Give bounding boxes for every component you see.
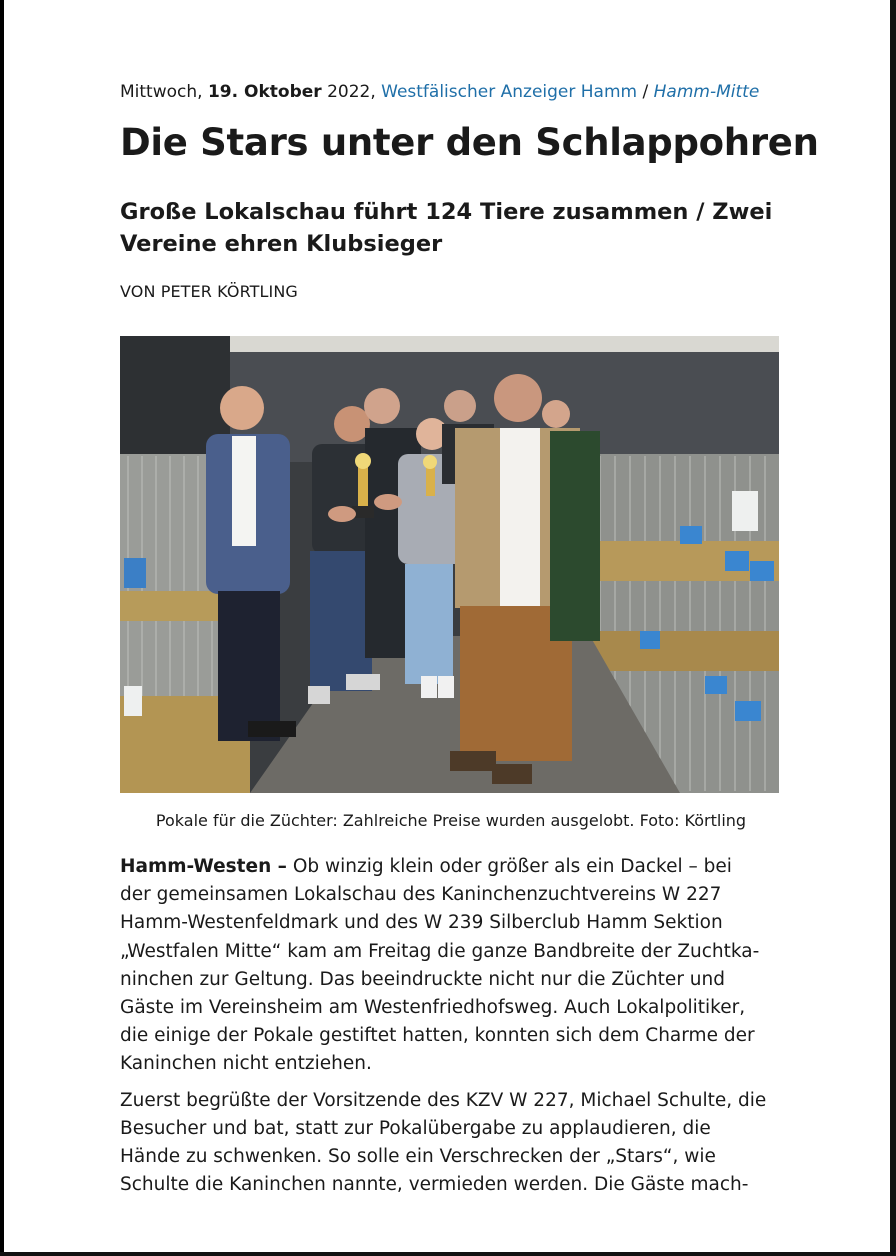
paragraph-2-line: Zuerst begrüßte der Vorsitzende des KZV W 227, Michael Schulte, die (120, 1089, 767, 1111)
paragraph-2-line: Hände zu schwenken. So solle ein Verschrecken der „Stars“, wie (120, 1146, 716, 1168)
meta-weekday: Mittwoch, (120, 82, 203, 102)
paragraph-1-line: der gemeinsamen Lokalschau des Kaninchenzuchtvereins W 227 (120, 884, 722, 906)
photo-illustration (120, 336, 779, 793)
publication-link[interactable]: Westfälischer Anzeiger Hamm (381, 82, 638, 102)
paragraph-1-line: „Westfalen Mitte“ kam am Freitag die ganze Bandbreite der Zuchtka- (120, 940, 760, 962)
paragraph-1-line: Kaninchen nicht entziehen. (120, 1053, 372, 1075)
paragraph-1-line: die einige der Pokale gestiftet hatten, konnten sich dem Charme der (120, 1025, 755, 1047)
paragraph-2-line: Schulte die Kaninchen nannte, vermieden werden. Die Gäste mach- (120, 1174, 749, 1196)
screen-edge-bottom (0, 1252, 896, 1256)
paragraph-2 (120, 1087, 788, 1200)
article-content (120, 78, 819, 1207)
paragraph-1-line-1 (120, 853, 788, 881)
meta-date: 19. Oktober (207, 82, 322, 102)
paragraph-2-line: Besucher und bat, statt zur Pokalübergabe zu applaudieren, die (120, 1117, 711, 1139)
photo-caption: Pokale für die Züchter: Zahlreiche Preise wurden ausgelobt. Foto: Körtling (155, 811, 747, 830)
article-photo (120, 336, 779, 793)
meta-separator: / (642, 82, 649, 102)
meta-year: 2022, (327, 82, 376, 102)
paragraph-1-line: Gäste im Vereinsheim am Westenfriedhofsweg. Auch Lokalpolitiker, (120, 997, 746, 1019)
section-link[interactable]: Hamm-Mitte (653, 82, 760, 102)
paragraph-1-line: ninchen zur Geltung. Das beeindruckte nicht nur die Züchter und (120, 968, 725, 990)
article-page (4, 0, 890, 1252)
subheadline: Große Lokalschau führt 124 Tiere zusammen / Zwei Vereine ehren Klubsieger (120, 199, 773, 257)
paragraph-1-line: Hamm-Westenfeldmark und des W 239 Silberclub Hamm Sektion (120, 912, 723, 934)
byline: VON PETER KÖRTLING (120, 282, 298, 301)
headline: Die Stars unter den Schlappohren (120, 121, 819, 164)
dateline: Hamm-Westen – (120, 856, 287, 877)
paragraph-1 (120, 853, 788, 1079)
text-run: Ob winzig klein oder größer als ein Dackel – bei (292, 856, 732, 877)
article-body (120, 853, 788, 1199)
article-meta (120, 78, 782, 106)
screen-edge-right (890, 0, 896, 1256)
